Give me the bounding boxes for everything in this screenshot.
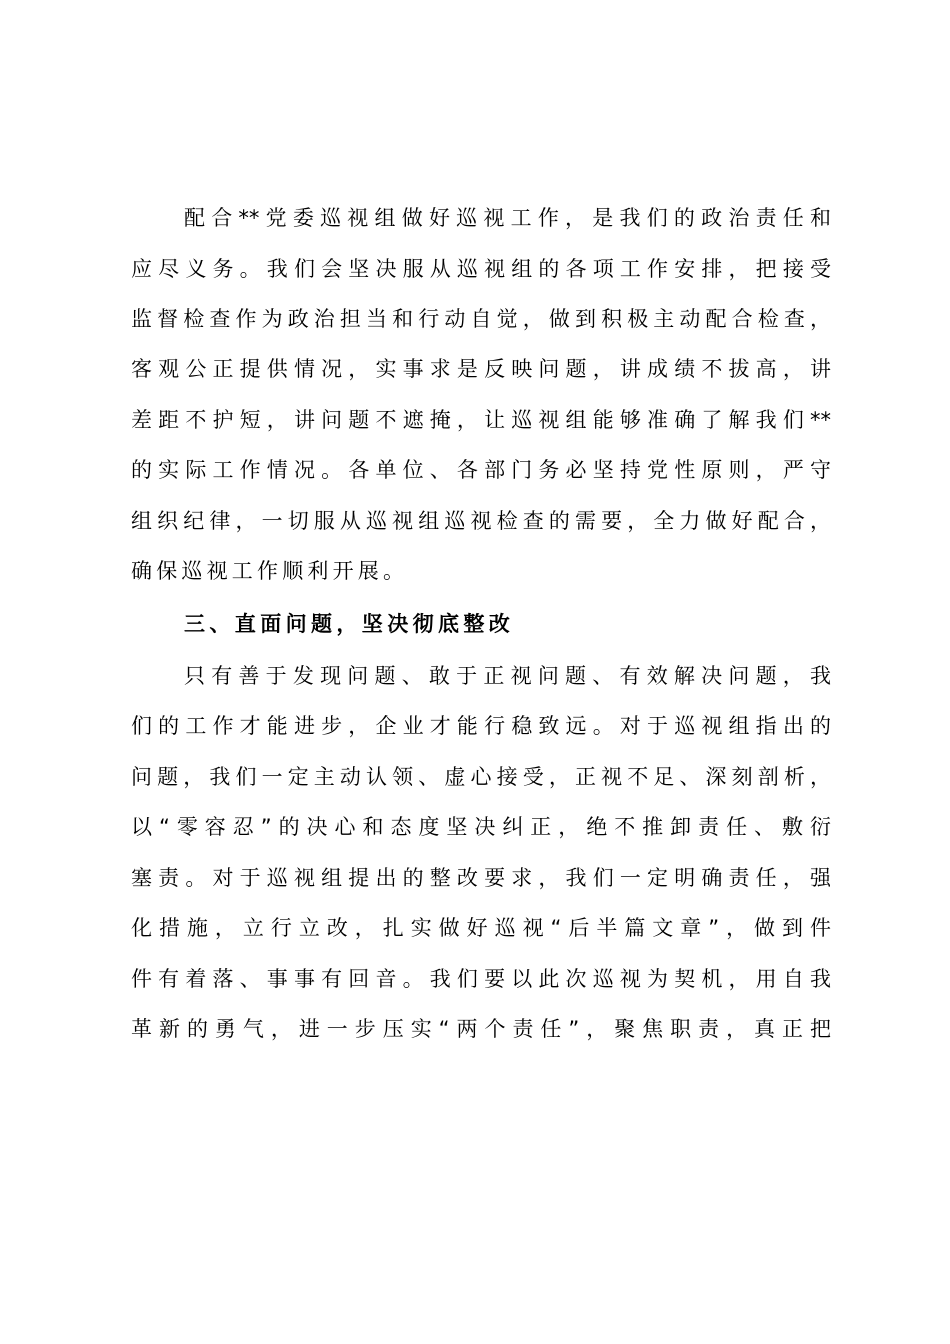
paragraph-2-line-1: 只有善于发现问题、敢于正视问题、有效解决问题，我 [184,664,831,688]
paragraph-1-line-3: 监督检查作为政治担当和行动自觉，做到积极主动配合检查， [131,307,831,331]
paragraph-1-line-1: 配合**党委巡视组做好巡视工作，是我们的政治责任和 [184,206,831,230]
paragraph-2-line-2: 们的工作才能进步，企业才能行稳致远。对于巡视组指出的 [131,714,831,738]
paragraph-1-line-2: 应尽义务。我们会坚决服从巡视组的各项工作安排，把接受 [131,257,831,281]
paragraph-1-line-4: 客观公正提供情况，实事求是反映问题，讲成绩不拔高，讲 [131,357,831,381]
paragraph-1-line-8: 确保巡视工作顺利开展。 [131,559,409,583]
paragraph-1-line-7: 组织纪律，一切服从巡视组巡视检查的需要，全力做好配合， [131,509,831,533]
paragraph-2-line-5: 塞责。对于巡视组提出的整改要求，我们一定明确责任，强 [131,866,831,890]
paragraph-1-line-6: 的实际工作情况。各单位、各部门务必坚持党性原则，严守 [131,458,831,482]
paragraph-2-line-7: 件有着落、事事有回音。我们要以此次巡视为契机，用自我 [131,967,831,991]
paragraph-1-line-5: 差距不护短，讲问题不遮掩，让巡视组能够准确了解我们** [131,408,831,432]
paragraph-2-line-6: 化措施，立行立改，扎实做好巡视“后半篇文章”，做到件 [131,916,831,940]
section-heading-3: 三、直面问题，坚决彻底整改 [184,612,515,636]
paragraph-2-line-4: 以“零容忍”的决心和态度坚决纠正，绝不推卸责任、敷衍 [131,815,831,839]
paragraph-2-line-8: 革新的勇气，进一步压实“两个责任”，聚焦职责，真正把 [131,1017,831,1041]
paragraph-2-line-3: 问题，我们一定主动认领、虚心接受，正视不足、深刻剖析， [131,765,831,789]
